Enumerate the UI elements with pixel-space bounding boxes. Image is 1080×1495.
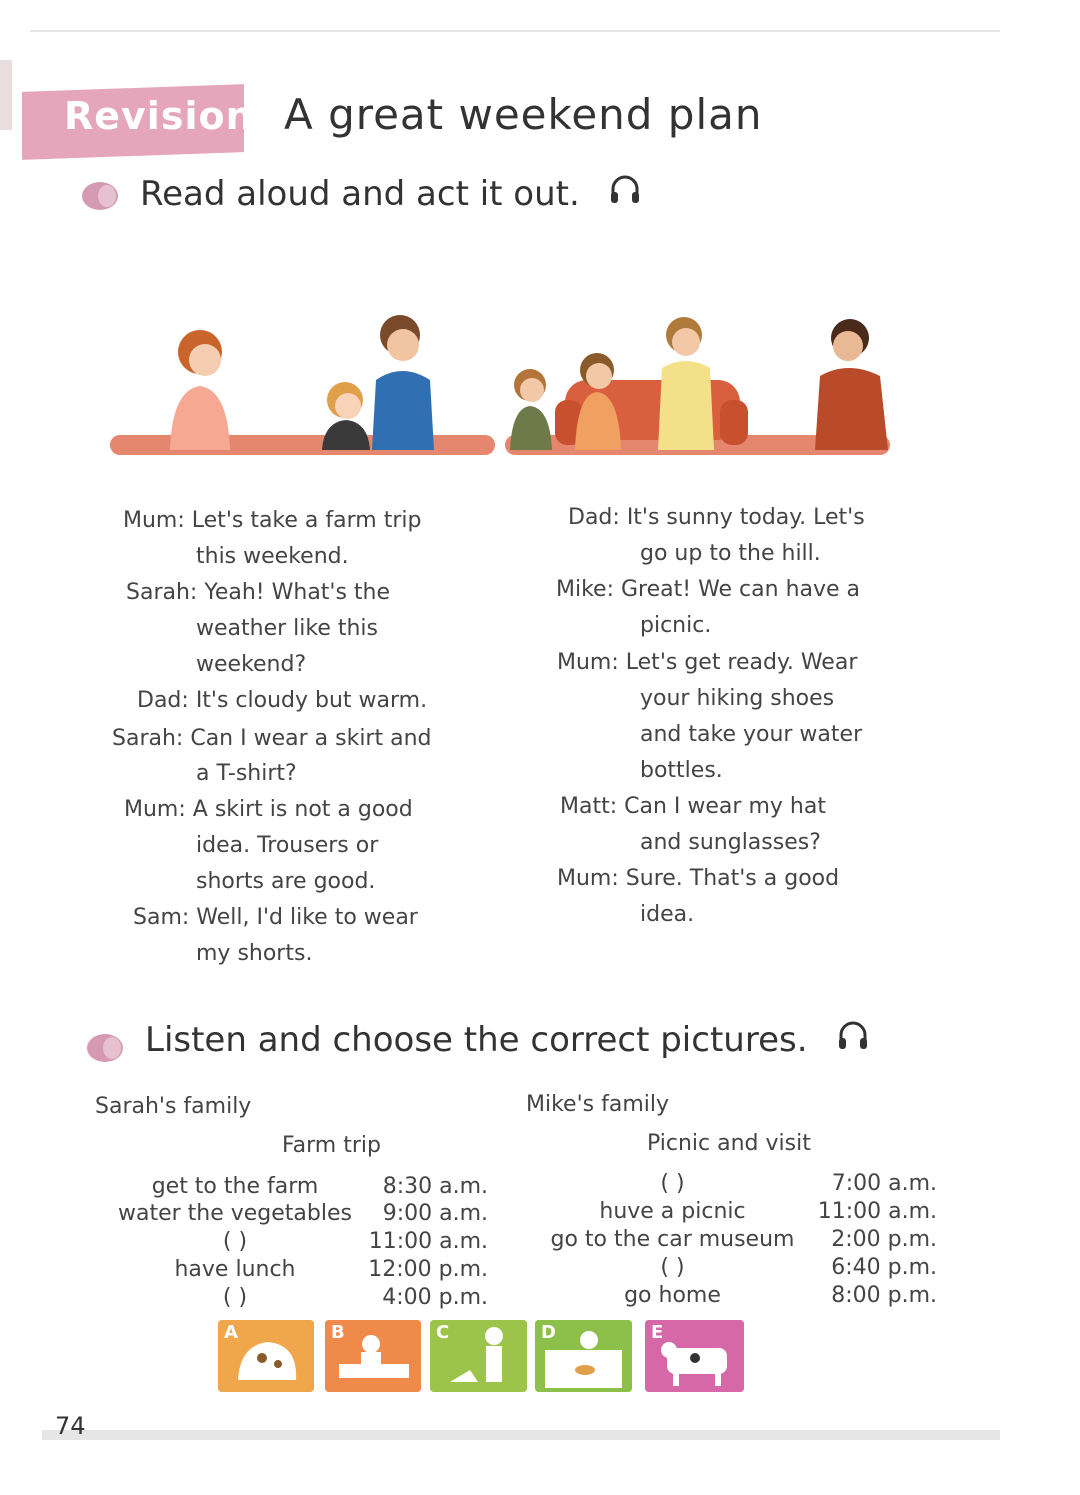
speaker-label: Sarah: (126, 580, 198, 605)
sarah-time: 12:00 p.m. (368, 1257, 488, 1282)
dialogue-line: Yeah! What's the (204, 580, 391, 605)
sarah-activity: have lunch (174, 1257, 296, 1282)
dialogue-line: bottles. (640, 758, 723, 783)
sarah-time: 11:00 a.m. (368, 1229, 488, 1254)
sarah-blank[interactable]: ( ) (222, 1285, 248, 1310)
dialogue-line: Great! We can have a (621, 577, 861, 602)
dialogue-line: Let's take a farm trip (191, 508, 422, 533)
dialogue-line: It's cloudy but warm. (195, 688, 428, 713)
speaker-label: Sam: (133, 905, 190, 930)
card-letter: E (651, 1322, 664, 1343)
speaker-label: Sarah: (112, 726, 184, 751)
picture-card-d[interactable] (535, 1320, 632, 1392)
section1-title: Read aloud and act it out. (140, 174, 580, 214)
page-title: A great weekend plan (284, 90, 763, 139)
section-bullet-icon (87, 1034, 123, 1062)
picture-card-b[interactable] (325, 1320, 421, 1392)
dialogue-line: weather like this (196, 616, 379, 641)
card-letter: C (436, 1322, 450, 1343)
revision-badge-label: Revision (64, 94, 254, 138)
dialogue-line: this weekend. (196, 544, 349, 569)
dialogue-line: my shorts. (196, 941, 313, 966)
headphones-icon[interactable] (608, 172, 642, 206)
dialogue-line: Let's get ready. Wear (625, 650, 858, 675)
sarah-blank[interactable]: ( ) (222, 1229, 248, 1254)
sarah-time: 9:00 a.m. (382, 1201, 488, 1226)
mike-activity: huve a picnic (599, 1199, 746, 1224)
speaker-label: Dad: (568, 505, 620, 530)
speaker-label: Dad: (137, 688, 189, 713)
dialogue-line: picnic. (640, 613, 712, 638)
dialogue-line: Sure. That's a good (625, 866, 840, 891)
mike-blank[interactable]: ( ) (660, 1171, 685, 1196)
dad-figure (372, 315, 434, 450)
top-divider (30, 30, 1000, 32)
dialogue-line: weekend? (196, 652, 307, 677)
dad2-figure (815, 319, 888, 450)
card-letter: D (541, 1322, 556, 1343)
page-number: 74 (55, 1412, 86, 1440)
dialogue-line: shorts are good. (196, 869, 376, 894)
speaker-label: Mike: (556, 577, 614, 602)
mike-family-label: Mike's family (526, 1092, 669, 1117)
picture-card-e[interactable] (645, 1320, 744, 1392)
speaker-label: Mum: (557, 866, 619, 891)
dialogue-line: Well, I'd like to wear (196, 905, 418, 930)
dialogue-line: go up to the hill. (640, 541, 821, 566)
family-illustration (110, 290, 900, 460)
mike-time: 11:00 a.m. (817, 1199, 937, 1224)
mike-activity: go to the car museum (550, 1227, 795, 1252)
sarah-activity: water the vegetables (117, 1201, 352, 1226)
sarah-time: 8:30 a.m. (382, 1174, 488, 1199)
card-letter: B (331, 1322, 345, 1343)
section2-title: Listen and choose the correct pictures. (145, 1020, 808, 1060)
mike-time: 6:40 p.m. (831, 1255, 937, 1280)
mike-time: 2:00 p.m. (831, 1227, 937, 1252)
speaker-label: Mum: (123, 508, 185, 533)
girl-figure (322, 382, 370, 450)
card-letter: A (224, 1322, 238, 1343)
dialogue-line: and sunglasses? (640, 830, 821, 855)
sarah-activity: get to the farm (151, 1174, 319, 1199)
mike-time: 8:00 p.m. (831, 1283, 937, 1308)
mike-activity: go home (624, 1283, 721, 1308)
sarah-family-label: Sarah's family (95, 1094, 252, 1119)
mum-figure (170, 330, 230, 450)
headphones-icon[interactable] (836, 1018, 870, 1052)
dialogue-line: idea. (640, 902, 695, 927)
bottom-divider (42, 1430, 1000, 1440)
dialogue-line: idea. Trousers or (196, 833, 379, 858)
dialogue-line: Can I wear a skirt and (190, 726, 432, 751)
dialogue-line: A skirt is not a good (192, 797, 413, 822)
speaker-label: Matt: (560, 794, 618, 819)
dialogue-line: Can I wear my hat (624, 794, 826, 819)
sarah-plan-label: Farm trip (282, 1133, 381, 1158)
speaker-label: Mum: (124, 797, 186, 822)
dialogue-line: and take your water (640, 722, 863, 747)
section-bullet-icon (82, 182, 118, 210)
speaker-label: Mum: (557, 650, 619, 675)
dialogue-line: your hiking shoes (640, 686, 835, 711)
picture-card-c[interactable] (430, 1320, 527, 1392)
mike-time: 7:00 a.m. (831, 1171, 937, 1196)
mike-blank[interactable]: ( ) (660, 1255, 685, 1280)
dialogue-line: a T-shirt? (196, 761, 297, 786)
sarah-time: 4:00 p.m. (382, 1285, 488, 1310)
mike-plan-label: Picnic and visit (647, 1131, 811, 1156)
page-edge-marker (0, 60, 12, 130)
dialogue-line: It's sunny today. Let's (626, 505, 865, 530)
picture-card-a[interactable] (218, 1320, 314, 1392)
